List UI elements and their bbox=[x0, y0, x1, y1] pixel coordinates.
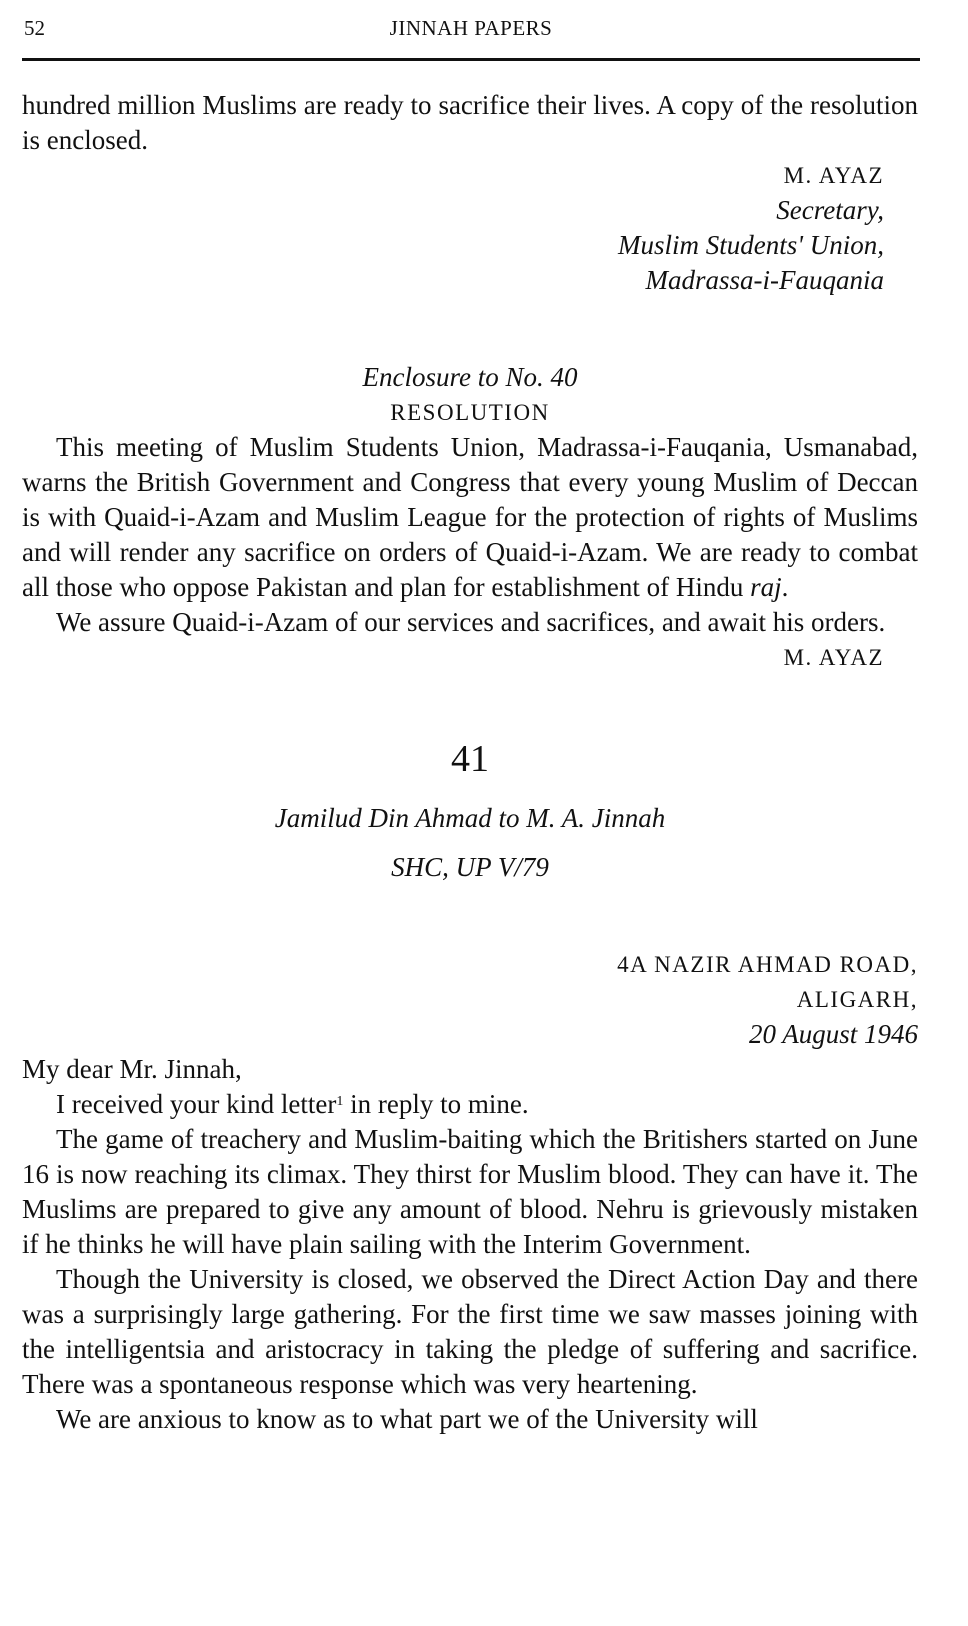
running-title: JINNAH PAPERS bbox=[389, 16, 553, 40]
letter-paragraph-4: We are anxious to know as to what part we of the University will bbox=[56, 1404, 758, 1434]
resolution-paragraph: This meeting of Muslim Students Union, Madrassa-i-Fauqania, Usmanabad, warns the British Government and Congress that every young Muslim of Deccan is with Quaid-i-Azam and Muslim League for the protection of rights of Muslims and will render any sacrifice on orders of Quaid-i-Azam. We are ready to combat all those who oppose Pakistan and plan for establishment of Hindu raj. bbox=[22, 432, 918, 602]
page-number: 52 bbox=[24, 16, 45, 40]
letter-paragraph-1: I received your kind letter$^1$ in reply to mine. bbox=[56, 1089, 529, 1119]
document-number: 41 bbox=[451, 738, 489, 780]
address-line-2: ALIGARH, bbox=[796, 987, 918, 1012]
address-line-1: 4A NAZIR AHMAD ROAD, bbox=[617, 952, 918, 977]
footnote-marker: 1 bbox=[336, 1094, 344, 1109]
letter-title: Jamilud Din Ahmad to M. A. Jinnah bbox=[274, 803, 666, 833]
header-rule bbox=[22, 58, 920, 61]
letter-reference: SHC, UP V/79 bbox=[391, 852, 549, 882]
resolution-heading: RESOLUTION bbox=[390, 400, 550, 425]
signature-title: Secretary, bbox=[776, 195, 884, 225]
signature-name: M. AYAZ bbox=[783, 163, 884, 188]
page-header bbox=[22, 14, 920, 44]
resolution-signature: M. AYAZ bbox=[783, 645, 884, 670]
signature-org: Muslim Students' Union, bbox=[617, 230, 884, 260]
letter-paragraph-2: The game of treachery and Muslim-baiting which the Britishers started on June 16 is now reaching its climax. They thirst for Muslim blood. They can have it. The Muslims are prepared to give any amount of blood. Nehru is grievously mistaken if he thinks he will have plain sailing with the Interim Government. bbox=[22, 1124, 918, 1259]
salutation: My dear Mr. Jinnah, bbox=[22, 1054, 242, 1084]
opening-paragraph: hundred million Muslims are ready to sacrifice their lives. A copy of the resolution is enclosed. bbox=[22, 90, 918, 155]
enclosure-title: Enclosure to No. 40 bbox=[362, 362, 578, 392]
letter-date: 20 August 1946 bbox=[748, 1019, 918, 1049]
letter-paragraph-3: Though the University is closed, we observed the Direct Action Day and there was a surprisingly large gathering. For the first time we saw masses joining with the intelligentsia and aristocracy in taking the pledge of suffering and sacrifice. There was a spontaneous response which was very heartening. bbox=[22, 1264, 918, 1399]
resolution-paragraph-2: We assure Quaid-i-Azam of our services and sacrifices, and await his orders. bbox=[56, 607, 886, 637]
page-body bbox=[22, 88, 918, 1437]
signature-institution: Madrassa-i-Fauqania bbox=[645, 265, 884, 295]
